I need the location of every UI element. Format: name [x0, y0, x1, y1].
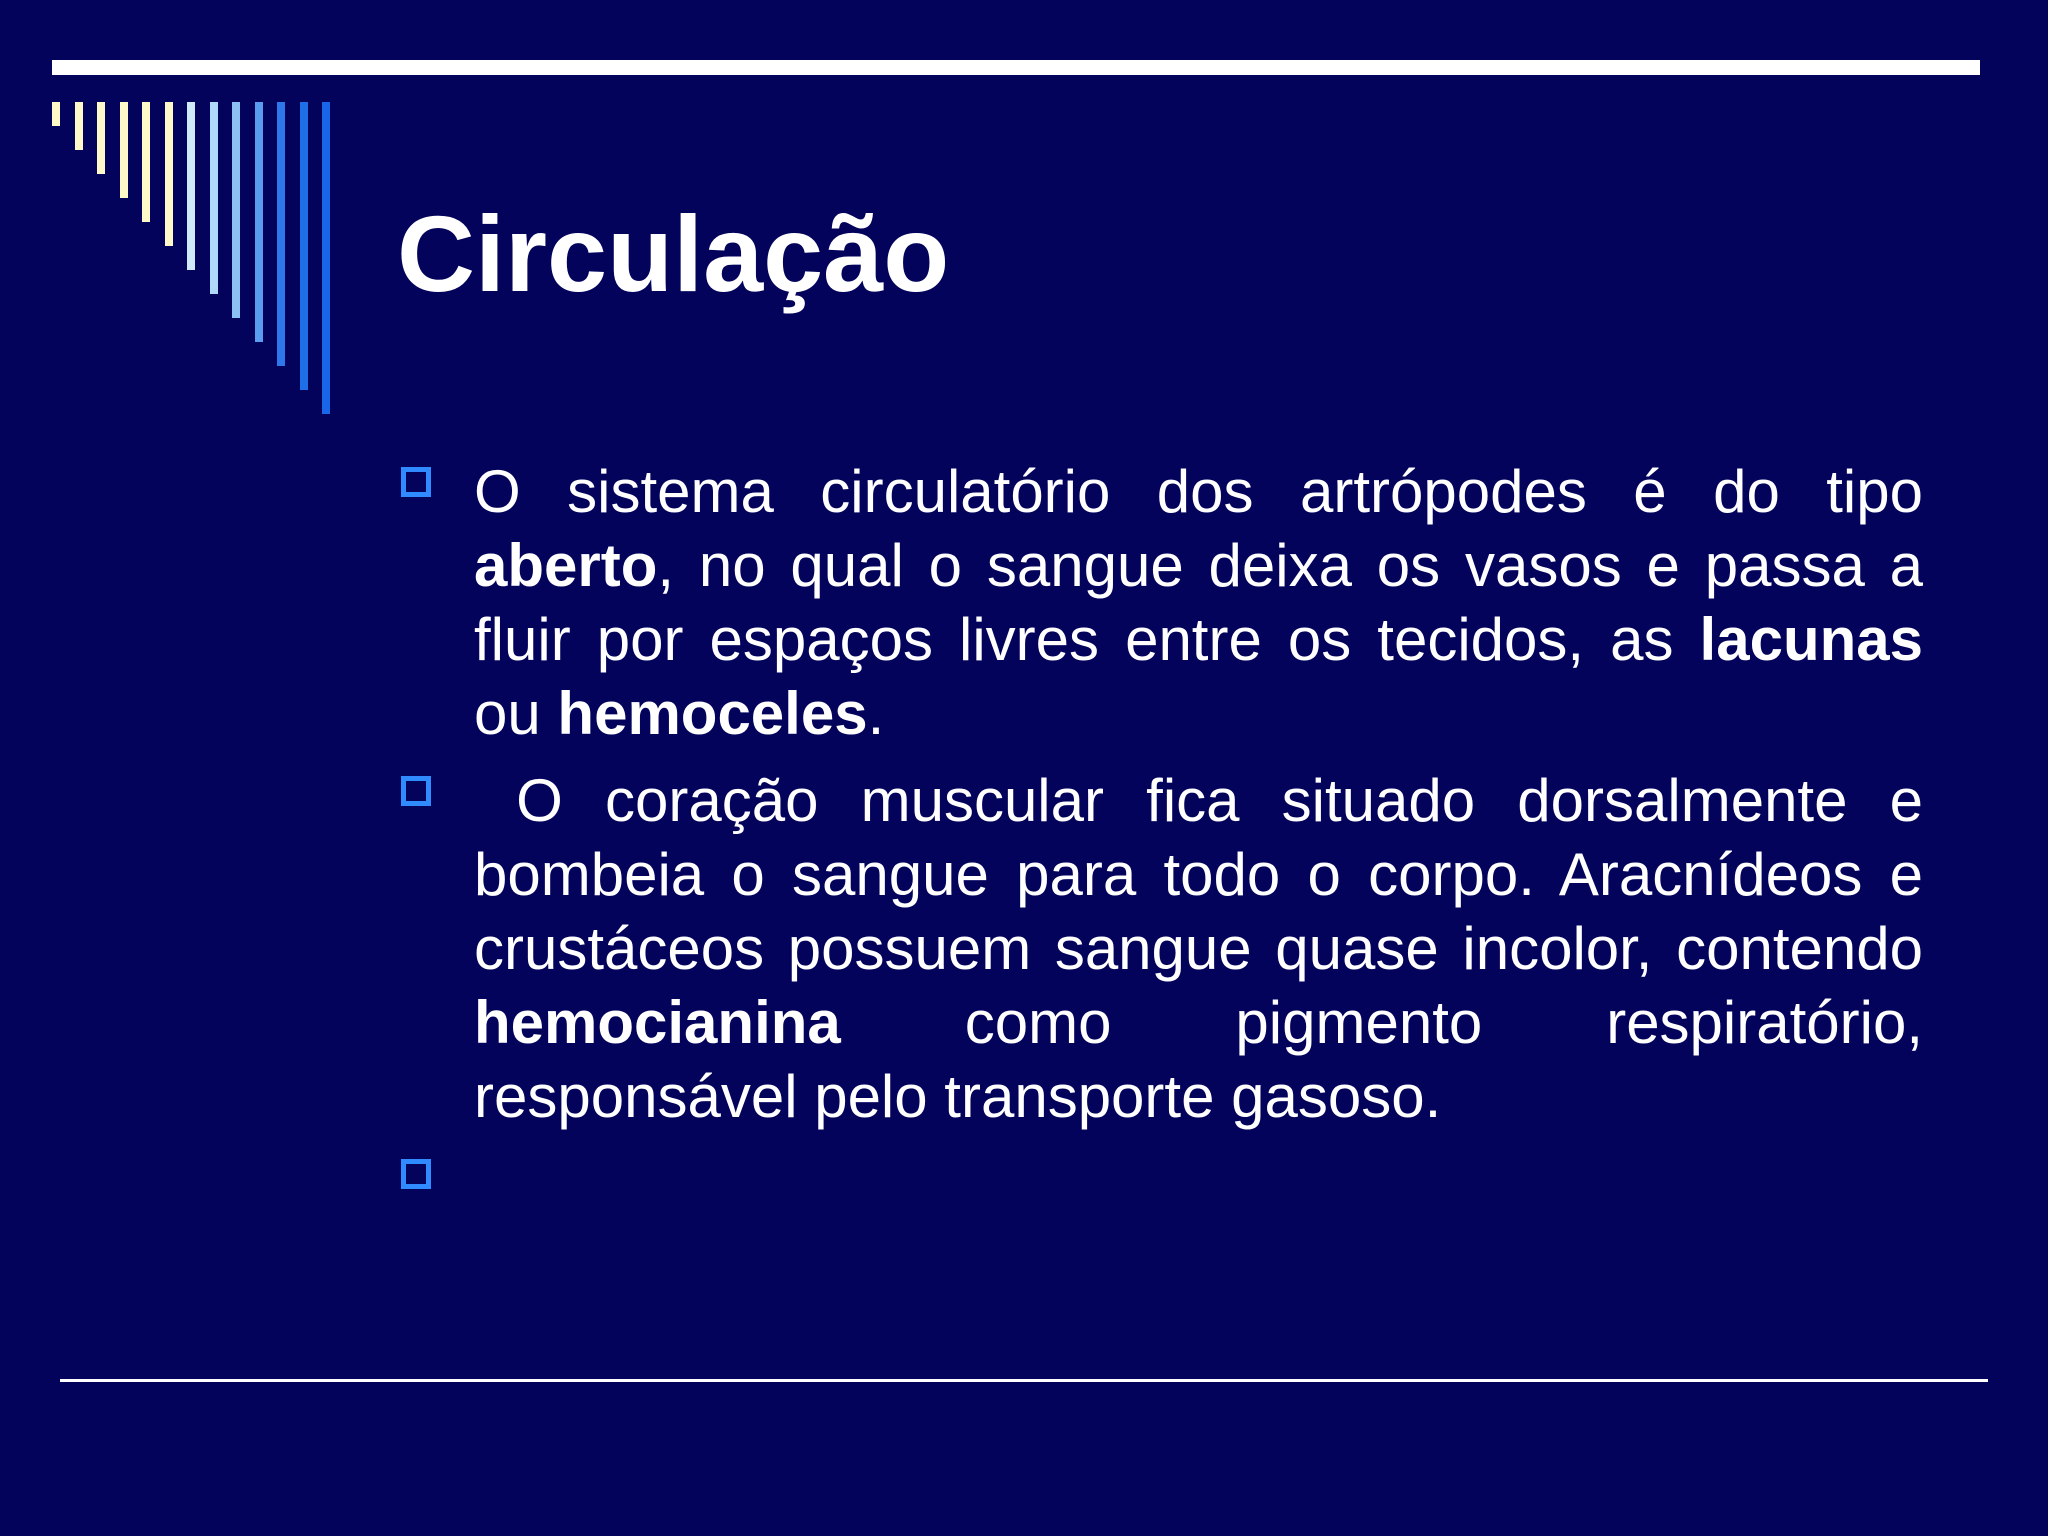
bullet-text: O coração muscular fica situado dorsalmente e bombeia o sangue para todo o corpo. Aracnídeos e crustáceos possuem sangue quase incolor, contendo hemocianina como pigmento respiratório, responsável pelo transporte gasoso. — [474, 767, 1940, 1130]
decorative-stripe — [232, 102, 240, 318]
decorative-stripe — [322, 102, 330, 414]
decorative-stripe — [75, 102, 83, 150]
bullet-text: O sistema circulatório dos artrópodes é do tipo aberto, no qual o sangue deixa os vasos e passa a fluir por espaços livres entre os tecidos, as lacunas ou hemoceles. — [474, 458, 1923, 747]
decorative-stripe — [277, 102, 285, 366]
top-divider — [52, 60, 1980, 75]
square-bullet-icon — [401, 776, 431, 806]
decorative-stripes — [0, 0, 340, 420]
decorative-stripe — [120, 102, 128, 198]
bullet-item — [398, 764, 1940, 1134]
decorative-stripe — [210, 102, 218, 294]
bottom-divider — [60, 1379, 1988, 1382]
bullet-list — [398, 455, 1940, 1234]
decorative-stripe — [52, 102, 60, 126]
decorative-stripe — [300, 102, 308, 390]
slide-title: Circulação — [397, 193, 950, 314]
decorative-stripe — [255, 102, 263, 342]
square-bullet-icon — [401, 1159, 431, 1189]
decorative-stripe — [142, 102, 150, 222]
decorative-stripe — [97, 102, 105, 174]
bullet-item-empty — [398, 1147, 1923, 1221]
decorative-stripe — [165, 102, 173, 246]
square-bullet-icon — [401, 467, 431, 497]
decorative-stripe — [187, 102, 195, 270]
bullet-item — [398, 455, 1923, 751]
